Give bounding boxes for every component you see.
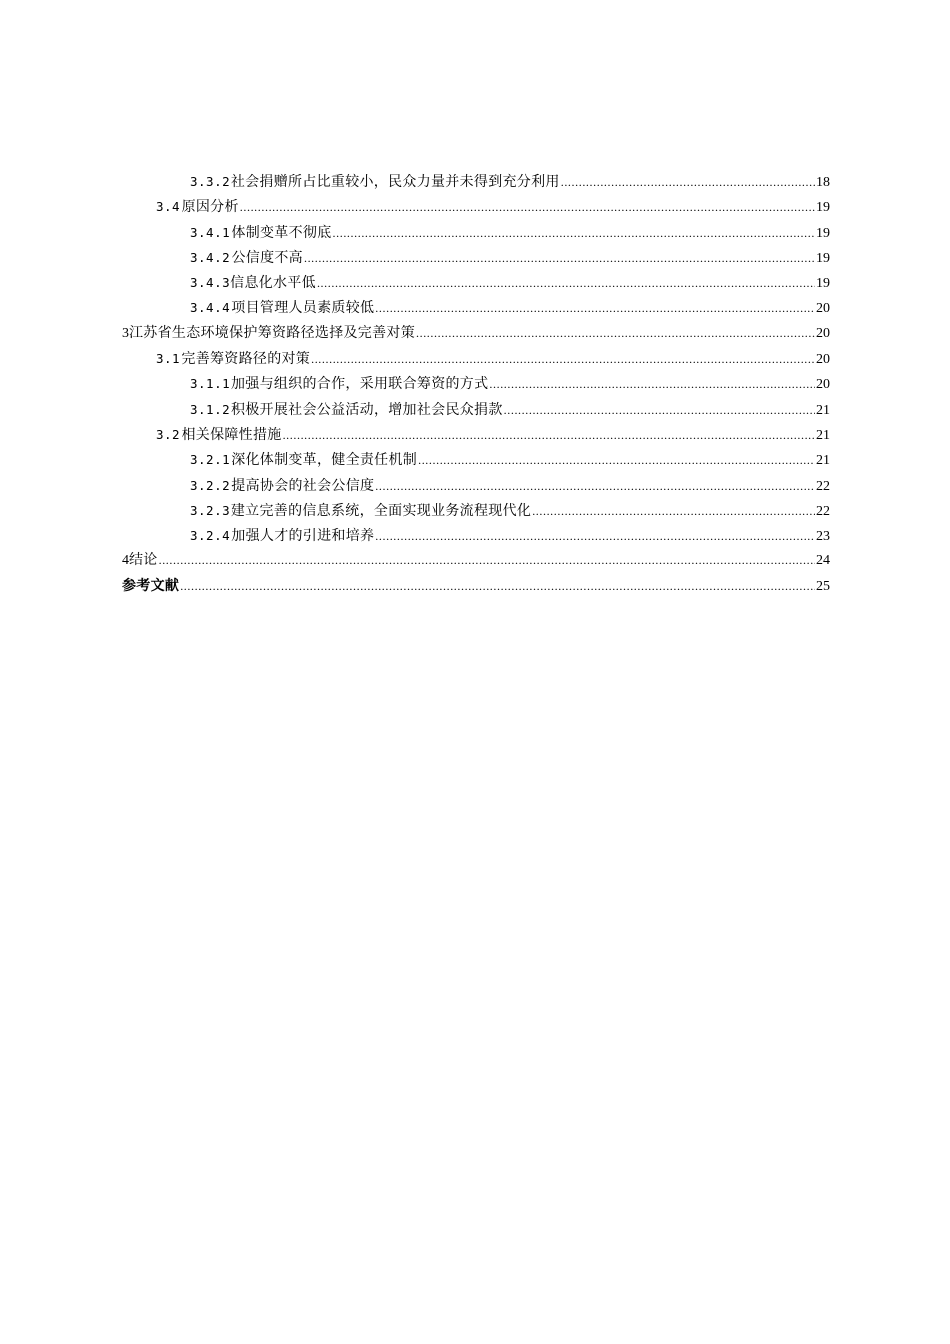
toc-entry-title: 公信度不高 <box>231 249 303 266</box>
toc-dot-leader <box>159 548 815 573</box>
toc-entry-number: 3.3.2 <box>190 174 231 189</box>
toc-entry-title: 社会捐赠所占比重较小，民众力量并未得到充分利用 <box>230 174 560 190</box>
toc-entry-number: 3.1 <box>156 351 181 367</box>
toc-entry-3-1-1[interactable] <box>122 371 830 396</box>
toc-entry-3-4[interactable] <box>122 194 830 219</box>
toc-dot-leader <box>418 448 815 473</box>
toc-entry-number: 3.4 <box>156 199 181 215</box>
toc-dot-leader <box>375 296 815 321</box>
toc-page-number: 25 <box>816 578 830 594</box>
toc-entry-3-2-3[interactable] <box>122 498 830 523</box>
toc-dot-leader <box>375 474 815 499</box>
toc-page-number: 24 <box>816 553 830 569</box>
toc-entry-3-2-4[interactable] <box>122 523 830 548</box>
toc-entry-3-4-4[interactable] <box>122 295 830 320</box>
toc-dot-leader <box>504 398 815 423</box>
toc-entry-chapter-4[interactable] <box>122 548 830 573</box>
toc-entry-number: 3.2.4 <box>190 528 231 544</box>
toc-entry-number: 4 <box>122 553 129 569</box>
toc-page-number: 20 <box>816 301 830 317</box>
toc-page-number: 23 <box>816 529 830 545</box>
toc-dot-leader <box>333 221 815 246</box>
toc-entry-title: 信息化水平低 <box>230 275 316 292</box>
toc-page-number: 20 <box>816 352 830 368</box>
toc-entry-3-4-1[interactable] <box>122 220 830 245</box>
toc-dot-leader <box>561 170 815 195</box>
toc-entry-title: 结论 <box>129 552 158 569</box>
toc-dot-leader <box>304 246 815 271</box>
toc-page-number: 19 <box>816 200 830 216</box>
toc-dot-leader <box>283 423 815 448</box>
toc-page-number: 20 <box>816 377 830 393</box>
toc-entry-3-1-2[interactable] <box>122 397 830 422</box>
toc-entry-3-2-1[interactable] <box>122 447 830 472</box>
toc-page-number: 18 <box>816 175 830 190</box>
toc-entry-title: 加强与组织的合作，采用联合筹资的方式 <box>231 376 489 393</box>
toc-entry-number: 3.2.3 <box>190 502 231 518</box>
toc-entry-3-1[interactable] <box>122 346 830 371</box>
toc-entry-chapter-3[interactable] <box>122 321 830 346</box>
toc-entry-number: 3 <box>122 325 129 341</box>
toc-page-number: 19 <box>816 225 830 241</box>
toc-page-number: 21 <box>816 427 830 443</box>
table-of-contents <box>122 169 830 599</box>
toc-dot-leader <box>416 321 815 346</box>
toc-entry-3-2[interactable] <box>122 422 830 447</box>
toc-dot-leader <box>240 195 815 220</box>
toc-page-number: 21 <box>816 453 830 469</box>
toc-page-number: 21 <box>816 402 830 418</box>
toc-entry-3-4-2[interactable] <box>122 245 830 270</box>
toc-entry-title: 建立完善的信息系统，全面实现业务流程现代化 <box>230 502 532 519</box>
toc-entry-number: 3.4.2 <box>190 249 231 265</box>
toc-entry-title: 江苏省生态环境保护筹资路径选择及完善对策 <box>129 324 415 341</box>
toc-page-number: 22 <box>816 503 830 519</box>
toc-entry-title: 完善筹资路径的对策 <box>181 351 311 368</box>
toc-dot-leader <box>375 524 815 549</box>
toc-entry-number: 3.2.1 <box>190 452 231 468</box>
toc-page-number: 20 <box>816 325 830 341</box>
toc-entry-title: 参考文献 <box>122 577 180 594</box>
toc-entry-title: 加强人才的引进和培养 <box>231 528 375 545</box>
toc-entry-3-2-2[interactable] <box>122 473 830 498</box>
toc-page-number: 19 <box>816 276 830 292</box>
toc-entry-title: 相关保障性措施 <box>181 426 282 443</box>
toc-entry-number: 3.2 <box>156 426 181 442</box>
toc-dot-leader <box>311 347 815 372</box>
toc-entry-number: 3.2.2 <box>190 477 231 493</box>
toc-page-number: 19 <box>816 250 830 266</box>
toc-entry-number: 3.1.1 <box>190 376 231 392</box>
toc-page-number: 22 <box>816 478 830 494</box>
toc-dot-leader <box>180 574 815 599</box>
toc-entry-title: 积极开展社会公益活动，增加社会民众捐款 <box>230 401 503 418</box>
toc-entry-title: 深化体制变革，健全责任机制 <box>231 452 418 469</box>
toc-entry-number: 3.1.2 <box>190 401 231 417</box>
toc-entry-3-3-2[interactable] <box>122 169 830 194</box>
toc-entry-references[interactable] <box>122 574 830 599</box>
toc-entry-title: 原因分析 <box>181 199 239 216</box>
toc-entry-number: 3.4.3 <box>190 275 231 291</box>
toc-dot-leader <box>489 372 815 397</box>
toc-dot-leader <box>317 271 815 296</box>
toc-entry-3-4-3[interactable] <box>122 270 830 295</box>
toc-entry-title: 提高协会的社会公信度 <box>231 477 375 494</box>
toc-entry-title: 项目管理人员素质较低 <box>231 300 375 317</box>
toc-entry-title: 体制变革不彻底 <box>231 224 332 241</box>
toc-entry-number: 3.4.1 <box>190 224 231 240</box>
toc-entry-number: 3.4.4 <box>190 300 231 316</box>
toc-dot-leader <box>532 499 815 524</box>
